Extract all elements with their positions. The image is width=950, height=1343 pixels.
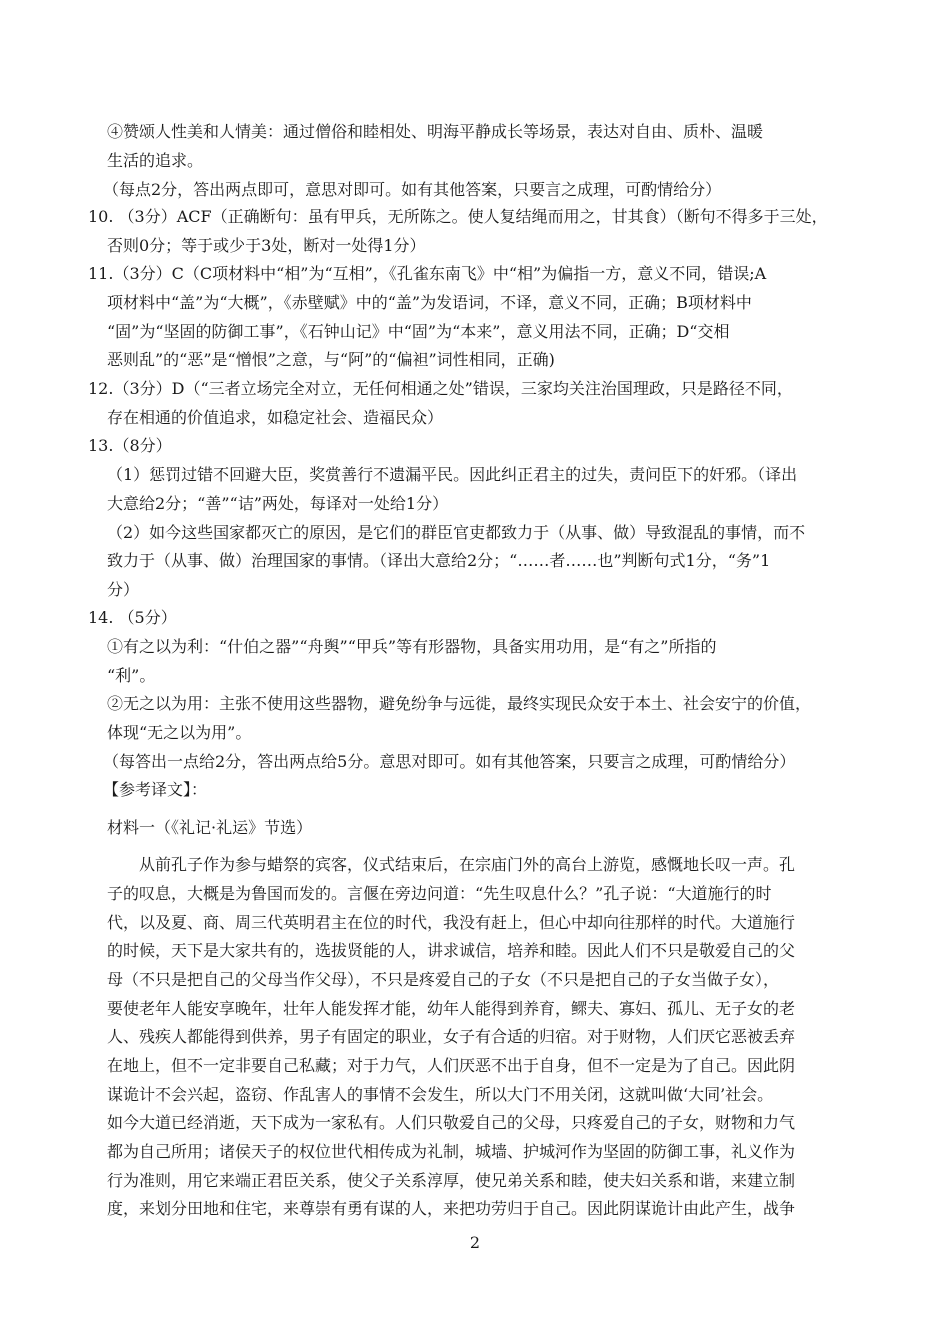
text-line: ②无之以为用：主张不使用这些器物，避免纷争与远徙，最终实现民众安于本土、社会安宁的价值， [107,694,812,713]
text-line: 要使老年人能安享晚年，壮年人能发挥才能，幼年人能得到养育，鳏夫、寡妇、孤儿、无子女的老 [107,999,796,1018]
text-line: 在地上，但不一定非要自己私藏；对于力气，人们厌恶不出于自身，但不一定是为了自己。因此阴 [107,1056,796,1075]
text-line: 的时候，天下是大家共有的，选拔贤能的人，讲求诚信，培养和睦。因此人们不只是敬爱自己的父 [107,941,796,960]
text-line: 度，来划分田地和住宅，来尊崇有勇有谋的人，来把功劳归于自己。因此阴谋诡计由此产生，战争 [107,1199,796,1218]
text-line: 11.（3分）C（C项材料中“相”为“互相”，《孔雀东南飞》中“相”为偏指一方，意义不同，错误;A [88,264,767,283]
text-line: 大意给2分；“善”“诘”两处，每译对一处给1分） [107,494,449,513]
text-line: 都为自己所用；诸侯天子的权位世代相传成为礼制，城墙、护城河作为坚固的防御工事，礼义作为 [107,1142,796,1161]
text-line: 如今大道已经消逝，天下成为一家私有。人们只敬爱自己的父母，只疼爱自己的子女，财物和力气 [107,1113,796,1132]
text-line: 谋诡计不会兴起，盗窃、作乱害人的事情不会发生，所以大门不用关闭，这就叫做‘大同’社会。 [107,1085,774,1104]
text-line: （1）惩罚过错不回避大臣，奖赏善行不遗漏平民。因此纠正君主的过失，责问臣下的奸邪。（译出 [107,465,798,484]
section-heading: 【参考译文】： [103,780,208,799]
text-line: “固”为“坚固的防御工事”，《石钟山记》中“固”为“本来”，意义用法不同，正确；D“交相 [107,322,730,341]
text-line: 项材料中“盖”为“大概”，《赤壁赋》中的“盖”为发语词，不译，意义不同，正确；B项材料中 [107,293,752,312]
text-line: 存在相通的价值追求，如稳定社会、造福民众） [107,408,444,427]
text-line: 生活的追求。 [107,151,204,170]
text-line: 恶则乱”的“恶”是“憎恨”之意，与“阿”的“偏袒”词性相同，正确) [107,350,555,369]
text-line: 12.（3分）D（“三者立场完全对立，无任何相通之处”错误，三家均关注治国理政，只是路径不同， [88,379,793,398]
text-line: （每点2分，答出两点即可，意思对即可。如有其他答案，只要言之成理，可酌情给分） [103,180,722,199]
text-line: 否则0分；等于或少于3处，断对一处得1分） [107,236,426,255]
text-line: 子的叹息，大概是为鲁国而发的。言偃在旁边问道：“先生叹息什么？”孔子说：“大道施行的时 [107,884,772,903]
text-line: 行为准则，用它来端正君臣关系，使父子关系淳厚，使兄弟关系和睦，使夫妇关系和谐，来建立制 [107,1171,796,1190]
text-line: 13.（8分） [88,436,172,455]
text-line: 代，以及夏、商、周三代英明君主在位的时代，我没有赶上，但心中却向往那样的时代。大道施行 [107,913,796,932]
text-line: （每答出一点给2分，答出两点给5分。意思对即可。如有其他答案，只要言之成理，可酌情给分） [103,752,796,771]
text-line: 材料一（《礼记·礼运》节选） [107,818,313,837]
text-line: “利”。 [107,666,156,685]
text-line: 致力于（从事、做）治理国家的事情。（译出大意给2分；“……者……也”判断句式1分，“务”1 [107,551,771,570]
text-line: 母（不只是把自己的父母当作父母），不只是疼爱自己的子女（不只是把自己的子女当做子女）， [107,970,780,989]
text-line: 人、残疾人都能得到供养，男子有固定的职业，女子有合适的归宿。对于财物，人们厌它恶被丢弃 [107,1027,796,1046]
text-line: （2）如今这些国家都灭亡的原因，是它们的群臣官吏都致力于（从事、做）导致混乱的事情，而不 [107,523,806,542]
text-line: 14. （5分） [88,608,177,627]
text-line: 分） [107,580,140,599]
text-line: 从前孔子作为参与蜡祭的宾客，仪式结束后，在宗庙门外的高台上游览，感慨地长叹一声。孔 [139,855,796,874]
text-line: 体现“无之以为用”。 [107,723,252,742]
text-line: ④赞颂人性美和人情美：通过僧俗和睦相处、明海平静成长等场景，表达对自由、质朴、温暖 [107,122,764,141]
text-line: 10. （3分）ACF（正确断句：虽有甲兵，无所陈之。使人复结绳而用之，甘其食）（断句不得多于三处， [88,207,828,226]
text-line: ①有之以为利：“什伯之器”“舟舆”“甲兵”等有形器物，具备实用功用，是“有之”所指的 [107,637,717,656]
page-number: 2 [469,1233,481,1252]
